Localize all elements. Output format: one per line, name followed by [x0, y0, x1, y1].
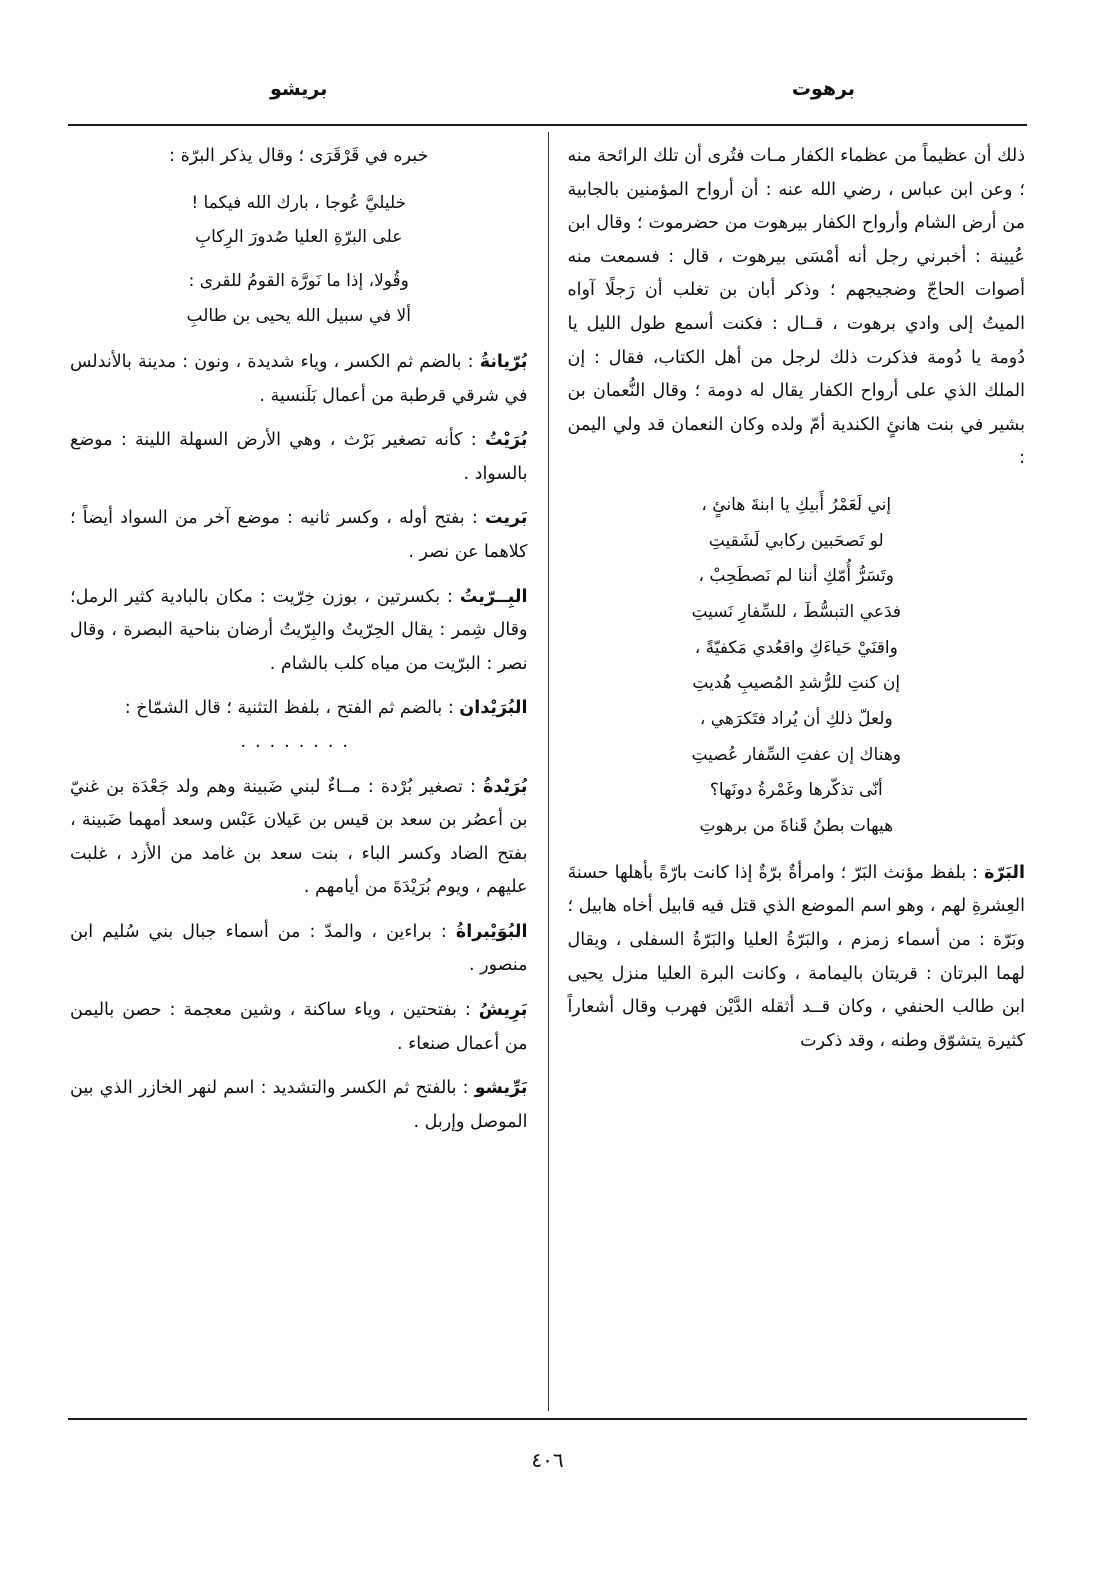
dictionary-entry [70, 692, 528, 759]
entry-text: : براءين ، والمدّ : من أسماء جبال بني سُليم ابن منصور . [70, 921, 528, 976]
verse-stanza [568, 773, 1026, 844]
entry-headword: بَريت [484, 508, 528, 529]
verse-stanza [568, 702, 1026, 773]
entry-headword: البُوَيْبراةُ [455, 921, 528, 942]
entry-headword: بَرِيشُ [478, 1000, 528, 1021]
verse-stanza [568, 488, 1026, 559]
dictionary-entry [70, 581, 528, 682]
verse-line: على البرّةِ العليا صُدورَ الرِكابِ [195, 227, 403, 248]
column-right [568, 140, 1026, 1412]
paragraph-text: ذلك أن عظيماً من عظماء الكفار مـات فتُرى أن تلك الرائحة منه ؛ وعن ابن عباس ، رضي الله عنه : أن أرواح المؤمنين بالجابية من أرض الشام وأرواح الكفار بيرهوت من حضرموت ؛ وقال ابن عُيينة : أخبرني رجل أنه أمْسَى بيرهوت ، قال : فسمعت منه أصوات الحاجّ وضجيجهم ؛ وذكر أبان بن تغلب أن رَجلًا آواه الميتُ إلى وادي برهوت ، قــال : فكنت أسمع طول الليل يا دُومة يا دُومة فذكرت ذلك لرجل من أهل الكتاب، فقال : إن الملك الذي على أرواح الكفار يقال له دومة ؛ وقال النُّعمان بن بشير في بنت هانئٍ الكندية أمّ ولده وكان النعمان قد ولي اليمن : [567, 146, 1025, 469]
column-left [70, 140, 528, 1412]
verse-line: ولعلّ ذلكِ أن يُراد فتَكرَهي ، [699, 709, 893, 730]
entry-text: : بالضم ثم الفتح ، بلفظ التثنية ؛ قال الشمّاخ : [124, 698, 460, 719]
bottom-rule [68, 1418, 1027, 1420]
verse-line: وهناك إن عفتِ السِّفار عُصيتِ [691, 744, 902, 765]
entry-text: : كأنه تصغير بَرْث ، وهي الأرض السهلة اللينة : موضع بالسواد . [70, 430, 528, 484]
verse-stanza [70, 186, 528, 256]
entry-headword: البُرَيْدان [459, 698, 528, 719]
verse-line: إني لَعَمْرُ أَبيكِ يا ابنةَ هانئٍ ، [701, 494, 892, 515]
verse-line: واقنَيْ حَياءَكِ واقعُدي مَكفيّةً ، [694, 637, 898, 658]
entry-text: : بالفتح ثم الكسر والتشديد : اسم لنهر الخازر الذي بين الموصل وإربل . [70, 1078, 528, 1132]
dictionary-entry [568, 857, 1026, 1059]
verse-line: وقُولا، إذا ما نَورَّة القومُ للقرى : [188, 271, 409, 292]
entry-text: : بالضم ثم الكسر ، وياء شديدة ، ونون : مدينة بالأندلس في شرقي قرطبة من أعمال بَلَنسية . [70, 351, 528, 406]
entry-text: : تصغير بُرْدة : مــاءٌ لبني ضَبينة وهم ولد جَعْدَة بن غنيّ بن أعصُر بن سعد بن قيس بن عَيلان عَبْس وسعد أمهما ضَبينة ، بفتح الضاد وكسر الباء ، بنت سعد بن غامد من الأزد ، غلبت عليهم ، ويوم بُرَيْدَةَ من أيامهم . [70, 776, 528, 898]
verse-stanza [70, 264, 528, 334]
running-heads [70, 78, 1025, 106]
entry-text: : بفتحتين ، وياء ساكنة ، وشين معجمة : حصن باليمن من أعمال صنعاء . [70, 1000, 528, 1054]
verse-block [568, 488, 1026, 845]
running-head-left: بريشو [270, 78, 328, 100]
dictionary-entry [70, 502, 528, 569]
dictionary-entry [70, 424, 528, 491]
verse-block-top [70, 186, 528, 334]
entry-headword: بَرِّيشو [474, 1078, 528, 1099]
entry-headword: البِــرّيتُ [459, 586, 528, 607]
omission-dots: ........ [240, 731, 357, 752]
entry-text: : بلفظ مؤنث البَرّ ؛ وامرأةٌ برّةٌ إذا كانت بارّةً بأهلها حسنةَ العِشرةِ لهم ، وهو اسم الموضع الذي قتل فيه قابيل أخاه هابيل ؛ وبَرّة : من أسماء زمزم ، والبَرّةُ العليا والبَرّةُ السفلى ، ويقال لهما البرتان : قريتان باليمامة ، وكانت البرة العليا منزل يحيى ابن طالب الحنفي ، وكان قــد أثقله الدَّيْن فهرب وقال أشعاراً كثيرة يتشوّق وطنه ، وقد ذكرت [567, 862, 1025, 1051]
verse-line: إن كنتِ للرُّشدِ المُصيبِ هُديتِ [692, 673, 901, 694]
top-rule [68, 124, 1027, 126]
running-head-right: برهوت [791, 78, 855, 100]
page-number: ٤٠٦ [531, 1448, 564, 1472]
entry-text: : بكسرتين ، بوزن خِرّيت : مكان بالبادية كثير الرمل؛ وقال شِمر : يقال الحِرّيتُ والبِرّيتُ أرضان بناحية البصرة ، وقال نصر : البرّيت من مياه كلب بالشام . [70, 586, 528, 674]
continuation-text: خبره في قَرْقَرَى ؛ وقال يذكر البرّة : [169, 146, 429, 166]
verse-line: لو تَصحَبين ركابي لَشَقيتِ [708, 530, 884, 551]
dictionary-entry [70, 346, 528, 413]
verse-line: فدَعي التبسُّطَ ، للسِّفارِ نَسيتِ [691, 602, 902, 622]
dictionary-entry [70, 1072, 528, 1139]
text-columns [70, 140, 1025, 1412]
verse-line: أنّى تذكّرها وغَمْرةُ دونَها؟ [709, 780, 883, 801]
verse-line: ألا في سبيل الله يحيى بن طالبِ [186, 306, 411, 327]
entry-headword: بُرّيانةُ [479, 351, 528, 372]
entry-headword: بُرَيْدةُ [483, 776, 528, 797]
dictionary-entry [70, 771, 528, 905]
verse-line: خليليَّ عُوجا ، بارك الله فيكما ! [191, 192, 407, 213]
entry-text: : بفتح أوله ، وكسر ثانيه : موضع آخر من السواد أيضاً ؛ كلاهما عن نصر . [70, 508, 528, 562]
verse-line: هيهات بطنُ قَناةَ من برهوتِ [699, 816, 894, 837]
dictionary-entry [70, 994, 528, 1061]
verse-line: وتَسَرُّ أُمّكِ أننا لم نَصطَحِبْ ، [698, 566, 894, 587]
paragraph [568, 140, 1026, 476]
entry-headword: بُرَيْتُ [484, 430, 528, 451]
dictionary-entry [70, 916, 528, 983]
verse-stanza [568, 631, 1026, 702]
verse-stanza [568, 559, 1026, 630]
continuation-paragraph [70, 140, 528, 174]
entry-headword: البَرّة [984, 862, 1025, 883]
